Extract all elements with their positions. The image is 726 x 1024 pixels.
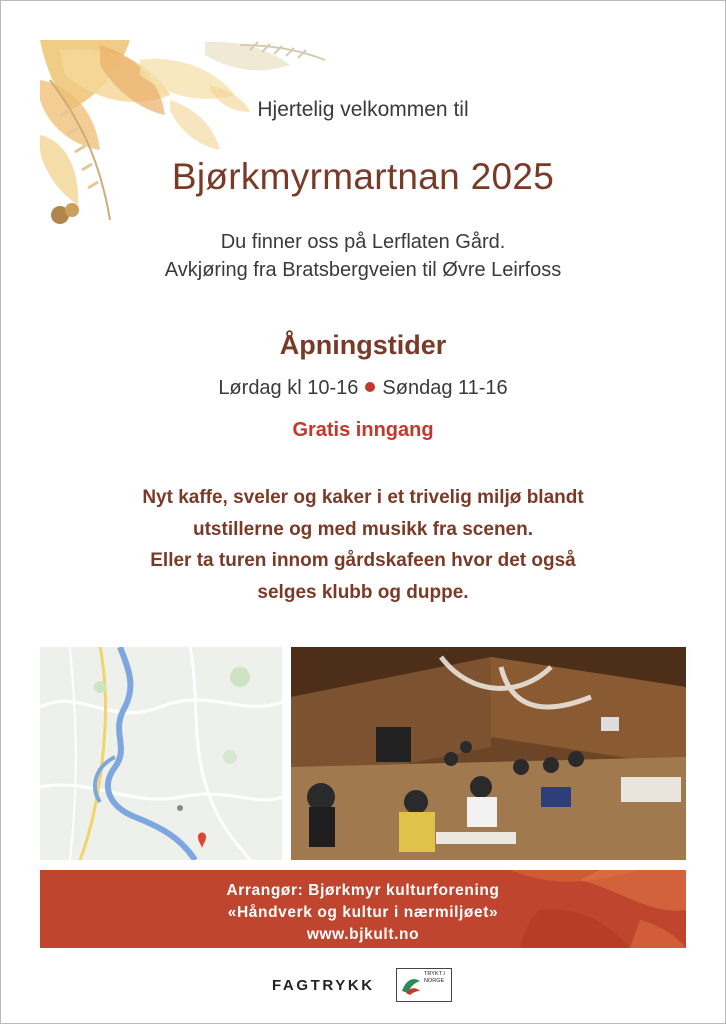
event-photo — [291, 647, 686, 860]
sunday-hours: Søndag 11-16 — [382, 377, 508, 399]
organizer-name: Arrangør: Bjørkmyr kulturforening — [226, 882, 500, 899]
welcome-text: Hjertelig velkommen til — [257, 98, 469, 121]
description — [0, 482, 726, 608]
opening-hours — [0, 377, 726, 400]
free-entry: Gratis inngang — [292, 419, 434, 441]
organizer-banner — [40, 870, 686, 948]
description-line: Nyt kaffe, sveler og kaker i et trivelig miljø blandt — [142, 487, 584, 508]
description-line: utstillerne og med musikk fra scenen. — [193, 518, 533, 540]
saturday-hours: Lørdag kl 10-16 — [218, 377, 359, 399]
location-line-1: Du finner oss på Lerflaten Gård. — [220, 231, 506, 253]
location-line-2: Avkjøring fra Bratsbergveien til Øvre Leirfoss — [164, 259, 562, 281]
badge-label: TRYKT I NORGE — [424, 971, 445, 984]
description-line: selges klubb og duppe. — [257, 581, 469, 603]
printed-in-norway-badge — [396, 968, 452, 1002]
bullet-dot-icon — [365, 382, 375, 392]
swan-eco-icon — [400, 973, 422, 997]
description-line: Eller ta turen innom gårdskafeen hvor det også — [150, 550, 576, 571]
location-map — [40, 647, 282, 860]
printer-logo: FAGTRYKK — [272, 977, 375, 994]
website-link[interactable]: www.bjkult.no — [306, 926, 420, 943]
opening-hours-heading: Åpningstider — [279, 330, 447, 360]
event-title: Bjørkmyrmartnan 2025 — [171, 156, 555, 197]
organizer-tagline: «Håndverk og kultur i nærmiljøet» — [227, 904, 499, 921]
